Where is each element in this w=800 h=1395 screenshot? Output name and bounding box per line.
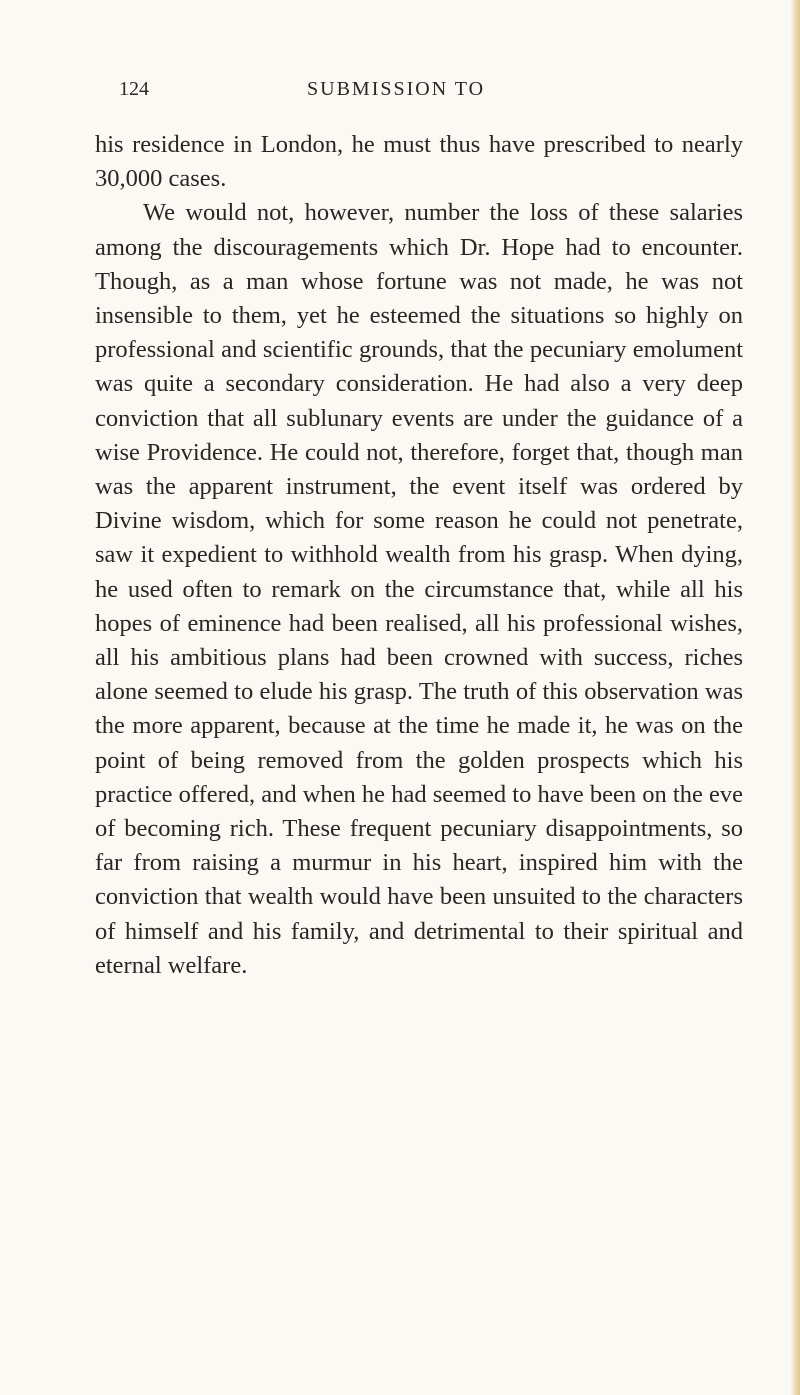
paragraph: We would not, however, number the loss of these salaries among the discouragements which Dr. Hope had to encounter. Though, as a man whose fortune was not made, he was not insensible to them, yet he esteemed the situations so highly on professional and scientific grounds, that the pecuniary emolument was quite a secondary consideration. He had also a very deep conviction that all sublunary events are under the guidance of a wise Providence. He could not, therefore, forget that, though man was the apparent instrument, the event itself was ordered by Divine wisdom, which for some reason he could not penetrate, saw it expedient to withhold wealth from his grasp. When dying, he used often to remark on the circumstance that, while all his hopes of eminence had been realised, all his professional wishes, all his ambitious plans had been crowned with success, riches alone seemed to elude his grasp. The truth of this observation was the more apparent, because at the time he made it, he was on the point of being removed from the golden prospects which his practice offered, and when he had seemed to have been on the eve of becoming rich. These frequent pecuniary disappointments, so far from raising a murmur in his heart, inspired him with the conviction that wealth would have been unsuited to the characters of himself and his family, and detrimental to their spiritual and eternal welfare. <box>95 199 743 979</box>
page-edge-shadow <box>790 0 800 1395</box>
page-number: 124 <box>119 78 149 100</box>
paragraph-continuation: his residence in London, he must thus have prescribed to nearly 30,000 cases. <box>95 131 743 193</box>
book-page <box>95 0 743 979</box>
running-head: SUBMISSION TO <box>307 78 486 100</box>
page-header <box>95 78 743 118</box>
body-text <box>95 128 743 983</box>
